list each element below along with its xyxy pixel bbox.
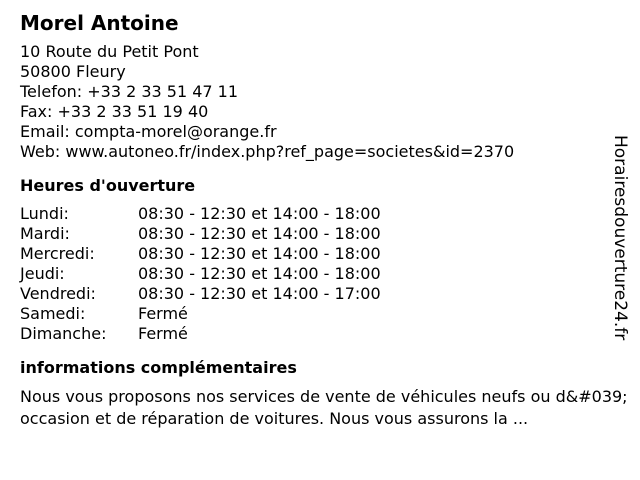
hours-day: Mercredi: xyxy=(20,244,95,263)
hours-time: 08:30 - 12:30 et 14:00 - 18:00 xyxy=(138,204,381,223)
web-line: Web: www.autoneo.fr/index.php?ref_page=societes&id=2370 xyxy=(20,142,515,161)
additional-info-text: Nous vous proposons nos services de vente de véhicules neufs ou d&#039;occasion et de réparation de voitures. Nous vous assurons la ... xyxy=(20,387,628,428)
hours-time: 08:30 - 12:30 et 14:00 - 17:00 xyxy=(138,284,381,303)
hours-day: Samedi: xyxy=(20,304,86,323)
hours-row xyxy=(20,204,620,224)
hours-time: 08:30 - 12:30 et 14:00 - 18:00 xyxy=(138,244,381,263)
hours-time: Fermé xyxy=(138,324,188,343)
address-street: 10 Route du Petit Pont xyxy=(20,42,199,61)
opening-hours-title: Heures d'ouverture xyxy=(20,176,196,195)
hours-day: Mardi: xyxy=(20,224,70,243)
fax-line: Fax: +33 2 33 51 19 40 xyxy=(20,102,209,121)
business-card xyxy=(20,10,628,430)
site-watermark: Horairesdouverture24.fr xyxy=(610,135,630,341)
hours-row xyxy=(20,224,620,244)
additional-info-title: informations complémentaires xyxy=(20,358,297,377)
hours-day: Lundi: xyxy=(20,204,69,223)
hours-row xyxy=(20,284,620,304)
hours-row xyxy=(20,304,620,324)
hours-day: Vendredi: xyxy=(20,284,96,303)
hours-day: Jeudi: xyxy=(20,264,65,283)
hours-row xyxy=(20,324,620,344)
opening-hours-table xyxy=(20,204,620,344)
email-line: Email: compta-morel@orange.fr xyxy=(20,122,277,141)
business-name: Morel Antoine xyxy=(20,11,179,35)
hours-time: 08:30 - 12:30 et 14:00 - 18:00 xyxy=(138,224,381,243)
hours-row xyxy=(20,264,620,284)
hours-time: Fermé xyxy=(138,304,188,323)
phone-line: Telefon: +33 2 33 51 47 11 xyxy=(20,82,239,101)
address-city: 50800 Fleury xyxy=(20,62,126,81)
hours-time: 08:30 - 12:30 et 14:00 - 18:00 xyxy=(138,264,381,283)
hours-day: Dimanche: xyxy=(20,324,107,343)
hours-row xyxy=(20,244,620,264)
